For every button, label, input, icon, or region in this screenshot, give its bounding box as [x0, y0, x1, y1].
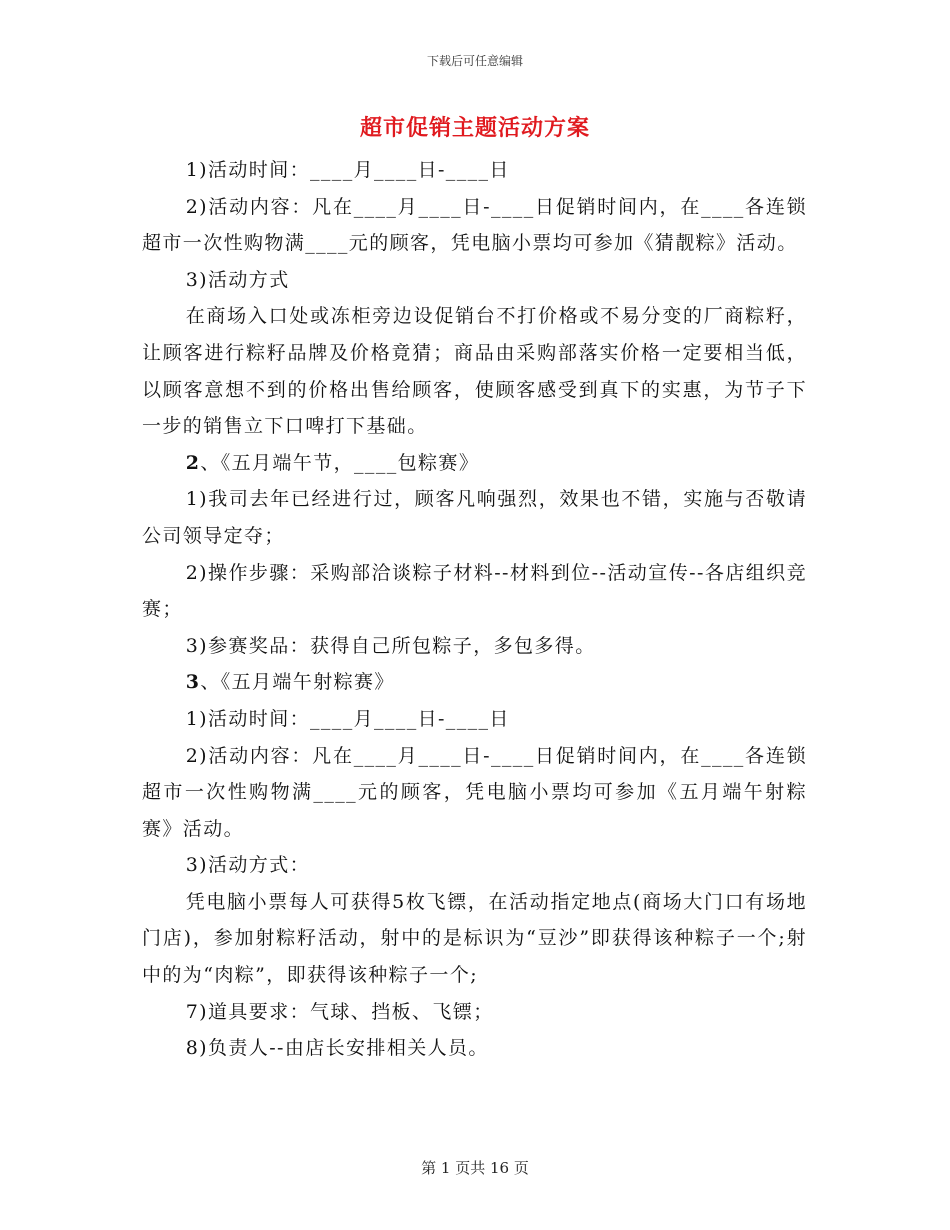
section-heading-2	[142, 445, 807, 482]
page-header: 下载后可任意编辑	[426, 54, 523, 68]
paragraph-method-detail	[142, 298, 807, 444]
paragraph-text: 2)活动内容：凡在____月____日-____日促销时间内，在____各连锁超市一次性购物满____元的顾客，凭电脑小票均可参加《猜靓粽》活动。	[142, 195, 807, 255]
paragraph-method	[142, 262, 807, 299]
paragraph-content	[142, 189, 807, 262]
section-heading-text: 、《五月端午射粽赛》	[200, 671, 395, 694]
paragraph-feedback	[142, 481, 807, 554]
paragraph-text: 3)活动方式	[185, 268, 290, 291]
paragraph-text: 在商场入口处或冻柜旁边设促销台不打价格或不易分变的厂商粽籽，让顾客进行粽籽品牌及价格竟猜；商品由采购部落实价格一定要相当低，以顾客意想不到的价格出售给顾客，使顾客感受到真下的实惠，为节子下一步的销售立下口啤打下基础。	[142, 305, 807, 438]
section-number: 3	[185, 671, 201, 694]
paragraph-steps	[142, 555, 807, 628]
page-footer: 第 1 页共 16 页	[421, 1159, 529, 1177]
paragraph-text: 1)活动时间：____月____日-____日	[185, 707, 510, 730]
paragraph-content-2	[142, 738, 807, 848]
paragraph-text: 3)参赛奖品：获得自己所包粽子，多包多得。	[185, 634, 596, 657]
section-heading-text: 、《五月端午节，____包粽赛》	[200, 451, 480, 474]
paragraph-text: 8)负责人--由店长安排相关人员。	[185, 1037, 489, 1060]
paragraph-text: 1)活动时间：____月____日-____日	[185, 159, 510, 181]
section-number: 2	[185, 451, 201, 474]
section-heading-3	[142, 664, 807, 701]
document-title: 超市促销主题活动方案	[359, 115, 590, 141]
paragraph-text: 3)活动方式：	[185, 854, 310, 877]
paragraph-text: 2)操作步骤：采购部洽谈粽子材料--材料到位--活动宣传--各店组织竞赛；	[142, 561, 807, 621]
paragraph-method-2	[142, 847, 807, 884]
paragraph-time	[142, 152, 807, 189]
document-body	[142, 152, 807, 1067]
paragraph-text: 1)我司去年已经进行过，顾客凡响强烈，效果也不错，实施与否敬请公司领导定夺；	[142, 488, 807, 547]
paragraph-props	[142, 994, 807, 1031]
paragraph-text: 凭电脑小票每人可获得5枚飞镖，在活动指定地点(商场大门口有场地门店)，参加射粽籽活动，射中的是标识为“豆沙”即获得该种粽子一个;射中的为“肉粽”，即获得该种粽子一个;	[142, 890, 807, 987]
paragraph-text: 7)道具要求：气球、挡板、飞镖；	[185, 1000, 494, 1023]
paragraph-method-detail-2	[142, 884, 807, 994]
paragraph-prizes	[142, 628, 807, 665]
paragraph-text: 2)活动内容：凡在____月____日-____日促销时间内，在____各连锁超市一次性购物满____元的顾客，凭电脑小票均可参加《五月端午射粽赛》活动。	[142, 744, 807, 840]
paragraph-owner	[142, 1030, 807, 1067]
paragraph-time-2	[142, 701, 807, 738]
